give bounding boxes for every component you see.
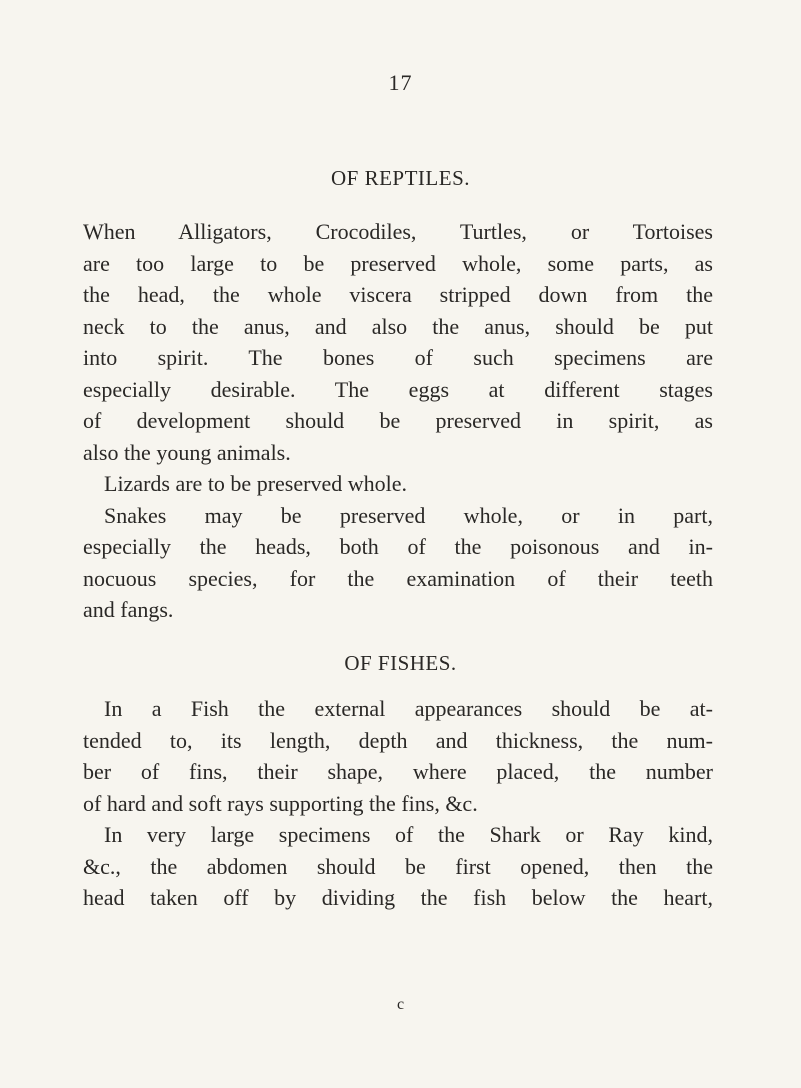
text-line: especially desirable. The eggs at different stages <box>83 376 713 402</box>
text-line: tended to, its length, depth and thickness, the num- <box>83 727 713 753</box>
section-heading-fishes: OF FISHES. <box>344 651 457 675</box>
section-heading-reptiles: OF REPTILES. <box>330 166 470 190</box>
text-line: When Alligators, Crocodiles, Turtles, or Tortoises <box>83 219 713 244</box>
text-line: In a Fish the external appearances should be at- <box>104 696 713 721</box>
text-line: and fangs. <box>83 597 174 622</box>
text-line: &c., the abdomen should be first opened, then the <box>83 853 713 879</box>
text-line: neck to the anus, and also the anus, should be put <box>83 313 713 339</box>
fishes-text <box>83 693 713 914</box>
text-line: also the young animals. <box>83 439 291 465</box>
signature-mark: c <box>396 996 405 1013</box>
text-line: Lizards are to be preserved whole. <box>104 471 407 496</box>
text-line: nocuous species, for the examination of their teeth <box>83 565 713 591</box>
text-line: into spirit. The bones of such specimens are <box>83 345 713 370</box>
text-line: are too large to be preserved whole, some parts, as <box>83 250 713 276</box>
text-line: head taken off by dividing the fish below the heart, <box>83 885 713 910</box>
page-number: 17 <box>388 70 413 95</box>
text-line: the head, the whole viscera stripped down from the <box>83 282 713 307</box>
text-line: of development should be preserved in spirit, as <box>83 408 713 433</box>
text-line: especially the heads, both of the poisonous and in- <box>83 534 713 559</box>
text-line: of hard and soft rays supporting the fins, &c. <box>83 790 478 816</box>
text-line: In very large specimens of the Shark or Ray kind, <box>104 822 713 847</box>
text-line: Snakes may be preserved whole, or in part, <box>104 502 713 528</box>
reptiles-text <box>83 216 713 626</box>
text-line: ber of fins, their shape, where placed, the number <box>83 759 713 784</box>
